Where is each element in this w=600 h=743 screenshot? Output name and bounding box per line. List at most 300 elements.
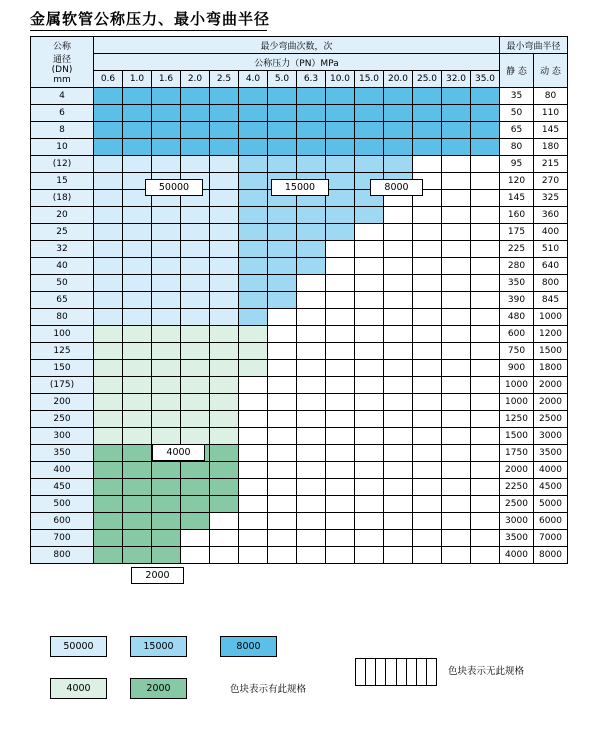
spec-cell: [355, 88, 384, 105]
table-row: [31, 360, 568, 377]
callout-box: 4000: [152, 444, 205, 461]
spec-cell: [123, 513, 152, 530]
spec-cell: [94, 547, 123, 564]
spec-cell: [413, 462, 442, 479]
spec-cell: [268, 479, 297, 496]
spec-cell: [181, 207, 210, 224]
spec-cell: [210, 292, 239, 309]
dynamic-radius-cell: 7000: [534, 530, 568, 547]
spec-cell: [239, 462, 268, 479]
dn-value-cell: 200: [31, 394, 94, 411]
spec-cell: [94, 309, 123, 326]
spec-cell: [326, 241, 355, 258]
spec-cell: [413, 343, 442, 360]
spec-cell: [471, 343, 500, 360]
spec-cell: [384, 479, 413, 496]
spec-cell: [442, 462, 471, 479]
spec-cell: [181, 411, 210, 428]
spec-cell: [384, 496, 413, 513]
spec-cell: [181, 139, 210, 156]
spec-cell: [94, 530, 123, 547]
spec-cell: [297, 462, 326, 479]
spec-cell: [442, 309, 471, 326]
spec-cell: [94, 445, 123, 462]
spec-cell: [442, 411, 471, 428]
dynamic-radius-cell: 510: [534, 241, 568, 258]
legend-white-note: 色块表示无此规格: [448, 666, 525, 677]
spec-cell: [239, 530, 268, 547]
spec-cell: [123, 428, 152, 445]
spec-cell: [355, 275, 384, 292]
table-row: [31, 513, 568, 530]
static-radius-cell: 600: [500, 326, 534, 343]
spec-cell: [152, 360, 181, 377]
spec-cell: [152, 377, 181, 394]
spec-cell: [326, 462, 355, 479]
spec-cell: [413, 122, 442, 139]
dn-value-cell: 800: [31, 547, 94, 564]
spec-cell: [297, 122, 326, 139]
spec-cell: [268, 360, 297, 377]
spec-cell: [210, 428, 239, 445]
spec-cell: [384, 445, 413, 462]
spec-cell: [152, 122, 181, 139]
table-row: [31, 139, 568, 156]
spec-cell: [413, 394, 442, 411]
spec-cell: [413, 513, 442, 530]
table-row: [31, 326, 568, 343]
spec-cell: [326, 377, 355, 394]
spec-cell: [297, 88, 326, 105]
spec-cell: [181, 547, 210, 564]
pressure-header-cell: 1.0: [123, 71, 152, 88]
static-radius-cell: 2250: [500, 479, 534, 496]
dn-value-cell: 65: [31, 292, 94, 309]
spec-cell: [297, 105, 326, 122]
spec-cell: [123, 122, 152, 139]
spec-cell: [297, 258, 326, 275]
table-row: [31, 224, 568, 241]
legend-strip-cell: [397, 659, 407, 685]
spec-cell: [94, 462, 123, 479]
spec-cell: [210, 275, 239, 292]
table-head-row-1: [31, 37, 568, 54]
spec-cell: [297, 326, 326, 343]
spec-cell: [181, 122, 210, 139]
spec-cell: [384, 309, 413, 326]
spec-cell: [471, 479, 500, 496]
spec-cell: [152, 207, 181, 224]
spec-cell: [239, 309, 268, 326]
spec-cell: [239, 241, 268, 258]
table-row: [31, 292, 568, 309]
spec-cell: [384, 530, 413, 547]
spec-cell: [471, 513, 500, 530]
spec-cell: [442, 139, 471, 156]
spec-cell: [94, 241, 123, 258]
spec-cell: [471, 292, 500, 309]
spec-cell: [471, 241, 500, 258]
spec-cell: [123, 326, 152, 343]
spec-cell: [297, 275, 326, 292]
static-radius-cell: 390: [500, 292, 534, 309]
legend-chip: 15000: [130, 636, 187, 657]
table-row: [31, 156, 568, 173]
spec-cell: [471, 411, 500, 428]
spec-cell: [384, 275, 413, 292]
legend-strip-cell: [356, 659, 366, 685]
spec-cell: [239, 343, 268, 360]
spec-cell: [471, 156, 500, 173]
static-radius-cell: 1750: [500, 445, 534, 462]
spec-cell: [355, 513, 384, 530]
spec-cell: [94, 88, 123, 105]
dynamic-radius-cell: 6000: [534, 513, 568, 530]
legend-color-note: 色块表示有此规格: [230, 684, 307, 695]
spec-cell: [210, 462, 239, 479]
spec-cell: [239, 496, 268, 513]
spec-cell: [123, 207, 152, 224]
static-radius-cell: 280: [500, 258, 534, 275]
spec-cell: [152, 479, 181, 496]
pressure-header: 公称压力（PN）MPa: [94, 54, 500, 71]
spec-cell: [297, 224, 326, 241]
static-radius-header: 静 态: [500, 54, 534, 88]
spec-cell: [442, 496, 471, 513]
spec-cell: [239, 156, 268, 173]
spec-cell: [326, 139, 355, 156]
spec-cell: [326, 428, 355, 445]
spec-cell: [355, 462, 384, 479]
static-radius-cell: 35: [500, 88, 534, 105]
table-row: [31, 275, 568, 292]
spec-cell: [326, 258, 355, 275]
spec-cell: [471, 275, 500, 292]
pressure-header-cell: 10.0: [326, 71, 355, 88]
spec-cell: [268, 156, 297, 173]
spec-cell: [413, 479, 442, 496]
table-row: [31, 428, 568, 445]
spec-cell: [442, 292, 471, 309]
spec-cell: [355, 309, 384, 326]
spec-cell: [471, 445, 500, 462]
dynamic-radius-cell: 270: [534, 173, 568, 190]
spec-cell: [239, 173, 268, 190]
spec-cell: [413, 547, 442, 564]
dynamic-radius-cell: 5000: [534, 496, 568, 513]
spec-cell: [413, 88, 442, 105]
static-radius-cell: 80: [500, 139, 534, 156]
spec-cell: [297, 530, 326, 547]
spec-cell: [268, 88, 297, 105]
dn-value-cell: 25: [31, 224, 94, 241]
spec-cell: [355, 547, 384, 564]
static-radius-cell: 160: [500, 207, 534, 224]
spec-cell: [181, 360, 210, 377]
spec-cell: [471, 258, 500, 275]
spec-cell: [297, 496, 326, 513]
pressure-header-cell: 2.0: [181, 71, 210, 88]
dn-value-cell: 300: [31, 428, 94, 445]
dynamic-radius-cell: 1000: [534, 309, 568, 326]
pressure-header-cell: 32.0: [442, 71, 471, 88]
spec-cell: [152, 513, 181, 530]
spec-cell: [326, 411, 355, 428]
spec-cell: [123, 462, 152, 479]
dynamic-radius-cell: 2500: [534, 411, 568, 428]
legend-strip-cell: [407, 659, 417, 685]
spec-cell: [210, 258, 239, 275]
spec-cell: [210, 224, 239, 241]
spec-cell: [297, 445, 326, 462]
spec-cell: [326, 343, 355, 360]
spec-cell: [326, 156, 355, 173]
spec-cell: [413, 139, 442, 156]
spec-cell: [239, 326, 268, 343]
spec-cell: [152, 88, 181, 105]
spec-cell: [326, 479, 355, 496]
spec-cell: [94, 105, 123, 122]
spec-cell: [268, 513, 297, 530]
spec-cell: [239, 479, 268, 496]
spec-cell: [268, 105, 297, 122]
spec-cell: [413, 105, 442, 122]
spec-cell: [413, 360, 442, 377]
spec-table: [30, 36, 568, 564]
dynamic-radius-cell: 640: [534, 258, 568, 275]
spec-cell: [413, 275, 442, 292]
spec-cell: [152, 292, 181, 309]
dn-value-cell: 350: [31, 445, 94, 462]
spec-cell: [239, 105, 268, 122]
pressure-header-cell: 6.3: [297, 71, 326, 88]
spec-cell: [94, 479, 123, 496]
spec-cell: [326, 122, 355, 139]
dynamic-radius-cell: 1500: [534, 343, 568, 360]
spec-cell: [442, 258, 471, 275]
spec-cell: [442, 445, 471, 462]
dn-value-cell: (18): [31, 190, 94, 207]
spec-cell: [239, 394, 268, 411]
spec-cell: [239, 88, 268, 105]
spec-cell: [94, 326, 123, 343]
static-radius-cell: 4000: [500, 547, 534, 564]
dynamic-radius-cell: 180: [534, 139, 568, 156]
spec-cell: [326, 360, 355, 377]
spec-cell: [181, 224, 210, 241]
static-radius-cell: 480: [500, 309, 534, 326]
table-row: [31, 207, 568, 224]
spec-cell: [152, 139, 181, 156]
spec-cell: [384, 394, 413, 411]
spec-cell: [123, 394, 152, 411]
dynamic-radius-cell: 110: [534, 105, 568, 122]
spec-cell: [326, 445, 355, 462]
spec-cell: [297, 428, 326, 445]
spec-cell: [239, 139, 268, 156]
spec-cell: [297, 156, 326, 173]
spec-cell: [326, 326, 355, 343]
dynamic-radius-cell: 3000: [534, 428, 568, 445]
spec-cell: [442, 479, 471, 496]
spec-cell: [471, 394, 500, 411]
dn-value-cell: (12): [31, 156, 94, 173]
spec-cell: [413, 309, 442, 326]
spec-cell: [442, 241, 471, 258]
spec-cell: [268, 275, 297, 292]
spec-cell: [181, 275, 210, 292]
spec-cell: [413, 411, 442, 428]
spec-cell: [181, 462, 210, 479]
dynamic-radius-cell: 145: [534, 122, 568, 139]
dynamic-radius-header: 动 态: [534, 54, 568, 88]
dn-value-cell: 700: [31, 530, 94, 547]
static-radius-cell: 145: [500, 190, 534, 207]
static-radius-cell: 1500: [500, 428, 534, 445]
spec-cell: [123, 360, 152, 377]
spec-cell: [413, 241, 442, 258]
dynamic-radius-cell: 2000: [534, 394, 568, 411]
spec-cell: [471, 462, 500, 479]
spec-cell: [471, 207, 500, 224]
dn-header-cell: [31, 37, 94, 88]
spec-cell: [210, 309, 239, 326]
spec-cell: [268, 122, 297, 139]
spec-cell: [413, 530, 442, 547]
spec-cell: [152, 530, 181, 547]
title-underline: [30, 30, 267, 31]
spec-cell: [384, 292, 413, 309]
static-radius-cell: 750: [500, 343, 534, 360]
spec-cell: [355, 207, 384, 224]
spec-cell: [123, 547, 152, 564]
dn-header-line2: 通径: [52, 55, 71, 65]
spec-cell: [442, 530, 471, 547]
spec-cell: [123, 88, 152, 105]
spec-cell: [413, 445, 442, 462]
legend-chip: 8000: [220, 636, 277, 657]
spec-cell: [94, 343, 123, 360]
spec-cell: [326, 105, 355, 122]
spec-cell: [355, 411, 384, 428]
dn-header-line3: (DN): [51, 65, 73, 75]
spec-cell: [355, 530, 384, 547]
spec-cell: [210, 122, 239, 139]
spec-cell: [210, 394, 239, 411]
spec-cell: [268, 241, 297, 258]
spec-cell: [239, 258, 268, 275]
spec-cell: [268, 411, 297, 428]
spec-cell: [210, 139, 239, 156]
legend-white-strip: [355, 658, 437, 686]
dn-value-cell: (175): [31, 377, 94, 394]
spec-cell: [326, 309, 355, 326]
spec-cell: [355, 292, 384, 309]
spec-cell: [210, 445, 239, 462]
pressure-header-cell: 20.0: [384, 71, 413, 88]
spec-cell: [94, 122, 123, 139]
table-row: [31, 309, 568, 326]
spec-cell: [442, 377, 471, 394]
spec-cell: [297, 377, 326, 394]
spec-cell: [355, 139, 384, 156]
spec-cell: [152, 411, 181, 428]
spec-cell: [94, 275, 123, 292]
spec-cell: [326, 394, 355, 411]
legend-strip-cell: [386, 659, 396, 685]
dn-value-cell: 150: [31, 360, 94, 377]
table-row: [31, 547, 568, 564]
spec-cell: [355, 241, 384, 258]
spec-cell: [181, 156, 210, 173]
spec-cell: [239, 513, 268, 530]
spec-cell: [384, 428, 413, 445]
spec-cell: [268, 462, 297, 479]
spec-cell: [123, 309, 152, 326]
spec-cell: [355, 258, 384, 275]
spec-cell: [123, 530, 152, 547]
spec-cell: [471, 190, 500, 207]
spec-cell: [384, 360, 413, 377]
dn-value-cell: 500: [31, 496, 94, 513]
spec-cell: [297, 241, 326, 258]
dn-value-cell: 4: [31, 88, 94, 105]
legend-strip-cell: [366, 659, 376, 685]
spec-cell: [297, 343, 326, 360]
spec-cell: [94, 258, 123, 275]
spec-cell: [355, 343, 384, 360]
spec-cell: [210, 377, 239, 394]
bend-radius-header: 最小弯曲半径: [500, 37, 568, 54]
spec-cell: [442, 326, 471, 343]
spec-cell: [442, 88, 471, 105]
spec-cell: [471, 377, 500, 394]
spec-cell: [297, 513, 326, 530]
dynamic-radius-cell: 800: [534, 275, 568, 292]
spec-cell: [413, 496, 442, 513]
dn-header-line1: 公称: [52, 42, 71, 52]
spec-cell: [239, 224, 268, 241]
spec-cell: [355, 360, 384, 377]
spec-cell: [181, 513, 210, 530]
dn-value-cell: 100: [31, 326, 94, 343]
spec-cell: [355, 496, 384, 513]
page-title: 金属软管公称压力、最小弯曲半径: [30, 10, 271, 28]
spec-cell: [181, 309, 210, 326]
spec-cell: [471, 428, 500, 445]
spec-cell: [471, 139, 500, 156]
spec-cell: [413, 292, 442, 309]
spec-cell: [268, 326, 297, 343]
dynamic-radius-cell: 400: [534, 224, 568, 241]
table-head: [31, 37, 568, 88]
spec-cell: [384, 105, 413, 122]
spec-cell: [268, 428, 297, 445]
spec-cell: [413, 224, 442, 241]
spec-cell: [94, 292, 123, 309]
spec-cell: [268, 258, 297, 275]
dynamic-radius-cell: 325: [534, 190, 568, 207]
spec-cell: [152, 156, 181, 173]
spec-cell: [210, 479, 239, 496]
dynamic-radius-cell: 4500: [534, 479, 568, 496]
spec-cell: [326, 513, 355, 530]
spec-cell: [442, 513, 471, 530]
spec-cell: [297, 411, 326, 428]
spec-cell: [384, 258, 413, 275]
table-row: [31, 496, 568, 513]
spec-cell: [326, 224, 355, 241]
